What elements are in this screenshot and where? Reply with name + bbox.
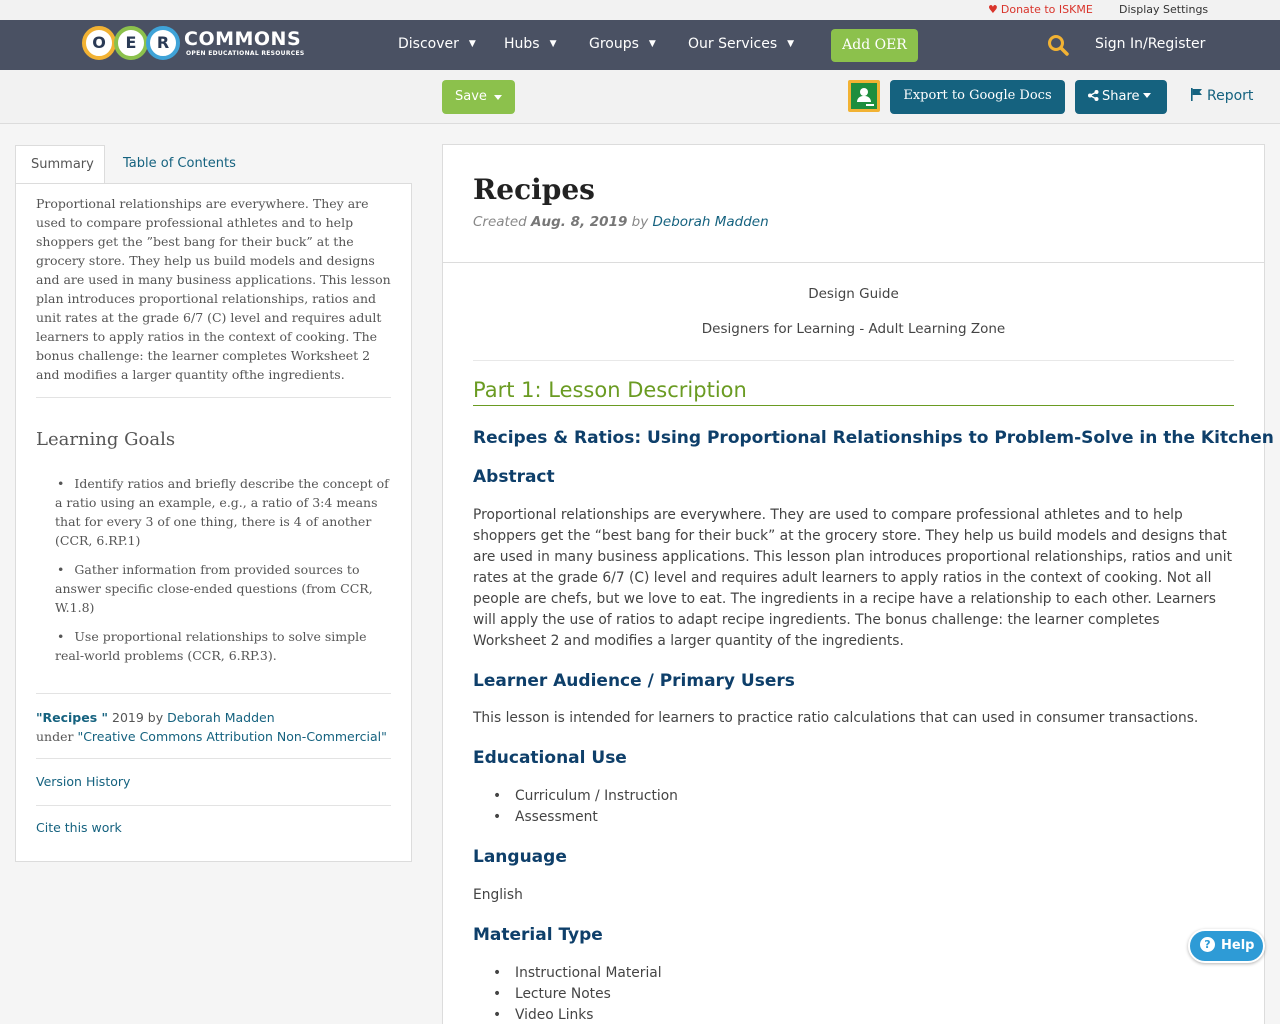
heart-icon: ♥ [988, 3, 998, 16]
author-link[interactable]: Deborah Madden [652, 214, 769, 230]
save-button[interactable]: Save [442, 80, 515, 114]
list-item: • Identify ratios and briefly describe the concept of a ratio using an example, e.g., a ratio of 3:4 means that for every 3 of one thing, there is 4 of another (CCR, 6.RP.1) [55, 474, 395, 550]
page-title: Recipes [473, 173, 595, 206]
sidebar-panel [15, 183, 412, 862]
donate-link[interactable]: ♥ Donate to ISKME [988, 3, 1093, 16]
oer-commons-logo[interactable] [82, 26, 305, 62]
utility-bar [0, 0, 1280, 20]
version-history-link[interactable]: Version History [36, 774, 131, 789]
divider [36, 397, 391, 398]
sign-in-register-link[interactable]: Sign In/Register [1095, 36, 1206, 52]
tab-summary[interactable]: Summary [15, 145, 105, 184]
export-google-docs-button[interactable]: Export to Google Docs [890, 80, 1065, 114]
caret-down-icon [1143, 93, 1151, 98]
share-icon [1088, 90, 1099, 101]
language-text: English [473, 887, 523, 903]
action-bar [0, 70, 1280, 124]
tab-table-of-contents[interactable]: Table of Contents [123, 156, 236, 171]
language-heading: Language [473, 847, 567, 867]
design-guide-text: Design Guide [808, 286, 899, 302]
summary-text: Proportional relationships are everywhere. They are used to compare professional athletes and to help shoppers get the ”best bang for their buck” at the grocery store. They help us build models and designs and are used in many business applications. This lesson plan introduces proportional relationships, ratios and unit rates at the grade 6/7 (C) level and requires adult learners to apply ratios in the context of cooking. The bonus challenge: the learner completes Worksheet 2 and modifies a larger quantity ofthe ingredients. [36, 196, 391, 382]
designers-text: Designers for Learning - Adult Learning Zone [701, 321, 1006, 337]
resource-header [443, 145, 1264, 263]
list-item: • Video Links [493, 1005, 662, 1024]
list-item: • Use proportional relationships to solve simple real-world problems (CCR, 6.RP.3). [55, 627, 395, 665]
attribution: "Recipes " 2019 by Deborah Madden under "Creative Commons Attribution Non-Commercial" [36, 710, 387, 744]
list-item: • Gather information from provided sources to answer specific close-ended questions (from CCR, W.1.8) [55, 560, 395, 617]
abstract-text: Proportional relationships are everywhere. They are used to compare professional athletes and to help shoppers get the “best bang for their buck” at the grocery store. They help us build models and designs that are used in many business applications. This lesson plan introduces proportional relationships, ratios and unit rates at the grade 6/7 (C) level and requires adult learners to apply ratios in the context of cooking. Not all people are chefs, but we love to eat. The ingredients in a recipe have a relationship to each other. Learners will apply the use of ratios to adapt recipe ingredients. The bonus challenge: the learner completes Worksheet 2 and modifies a larger quantity of the ingredients. [473, 507, 1233, 649]
logo-letter-r: R [146, 26, 180, 60]
audience-text: This lesson is intended for learners to practice ratio calculations that can used in consumer transactions. [473, 710, 1199, 726]
divider [36, 693, 391, 694]
logo-subtitle: OPEN EDUCATIONAL RESOURCES [186, 50, 305, 57]
cite-work-link[interactable]: Cite this work [36, 820, 122, 835]
license-link[interactable]: "Creative Commons Attribution Non-Commercial" [77, 729, 387, 744]
list-item: • Instructional Material [493, 963, 662, 984]
list-item: • Assessment [493, 807, 678, 828]
chevron-down-icon: ▼ [468, 39, 476, 49]
educational-use-list [493, 786, 678, 828]
search-icon[interactable] [1047, 34, 1069, 56]
sidebar-tabs [15, 145, 412, 184]
google-classroom-icon[interactable] [848, 80, 880, 112]
flag-icon [1190, 88, 1203, 101]
attribution-title: "Recipes " [36, 710, 109, 725]
nav-groups[interactable]: Groups ▼ [589, 36, 656, 52]
material-type-heading: Material Type [473, 925, 603, 945]
main-navbar [0, 20, 1280, 70]
logo-letter-o: O [82, 26, 116, 60]
main-content [442, 144, 1274, 1024]
chevron-down-icon: ▼ [787, 39, 795, 49]
caret-down-icon [494, 95, 502, 100]
learning-goals-list [55, 474, 395, 675]
help-button[interactable]: ? Help [1188, 929, 1265, 963]
lesson-subtitle: Recipes & Ratios: Using Proportional Relationships to Problem-Solve in the Kitchen [473, 428, 1274, 448]
divider [36, 805, 391, 806]
nav-our-services[interactable]: Our Services ▼ [688, 36, 795, 52]
display-settings-link[interactable]: Display Settings [1119, 3, 1209, 16]
chevron-down-icon: ▼ [648, 39, 656, 49]
part1-heading: Part 1: Lesson Description [473, 378, 1234, 406]
nav-discover[interactable]: Discover ▼ [398, 36, 476, 52]
learning-goals-title: Learning Goals [36, 429, 176, 450]
audience-heading: Learner Audience / Primary Users [473, 671, 795, 691]
nav-hubs[interactable]: Hubs ▼ [504, 36, 557, 52]
question-icon: ? [1200, 937, 1215, 952]
attribution-author-link[interactable]: Deborah Madden [167, 710, 275, 725]
logo-letter-e: E [114, 26, 148, 60]
educational-use-heading: Educational Use [473, 748, 627, 768]
divider [36, 758, 391, 759]
list-item: • Lecture Notes [493, 984, 662, 1005]
report-link[interactable]: Report [1190, 88, 1253, 104]
material-type-list [493, 963, 662, 1024]
list-item: • Curriculum / Instruction [493, 786, 678, 807]
created-info: Created Aug. 8, 2019 by Deborah Madden [473, 214, 769, 230]
chevron-down-icon: ▼ [549, 39, 557, 49]
divider [473, 360, 1234, 361]
add-oer-button[interactable]: Add OER [831, 29, 918, 62]
share-button[interactable]: Share [1075, 80, 1167, 114]
logo-word: COMMONS [184, 28, 302, 50]
abstract-heading: Abstract [473, 467, 555, 487]
